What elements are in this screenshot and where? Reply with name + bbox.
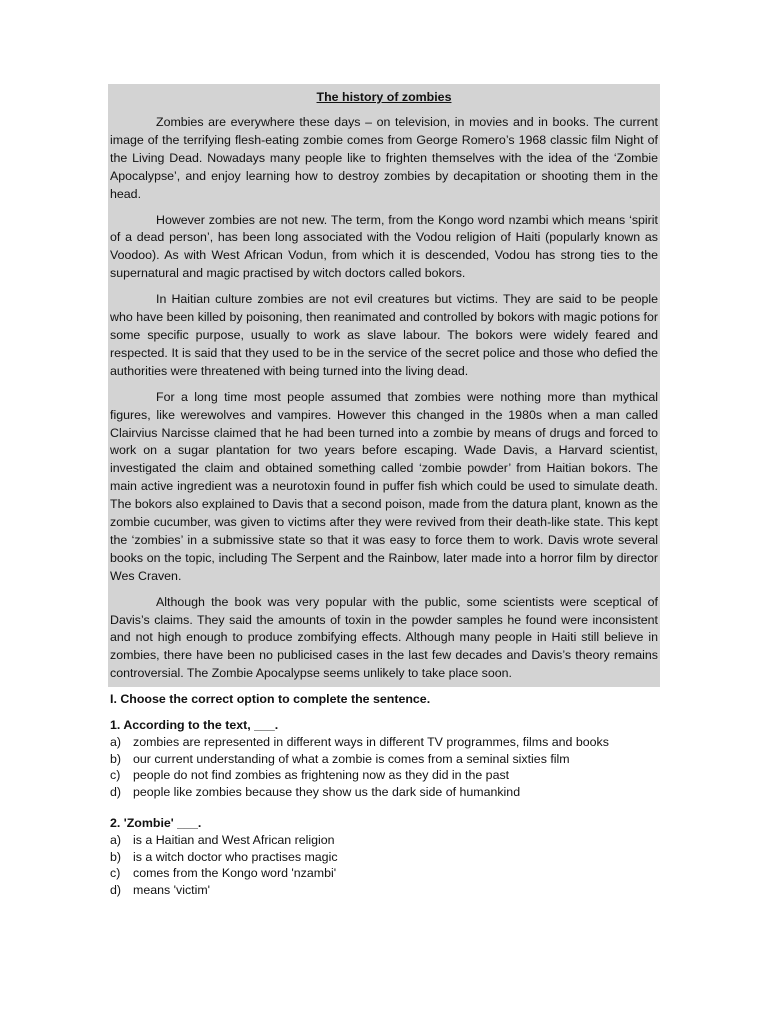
passage-paragraph-2: However zombies are not new. The term, from the Kongo word nzambi which means ‘spirit of a dead person’, has been long associated with the Vodou religion of Haiti (popularly known as Voodoo). As with West African Vodun, from which it is descended, Vodou has strong ties to the supernatural and magic practised by witch doctors called bokors. xyxy=(110,212,658,281)
option-d xyxy=(110,882,660,899)
passage-paragraph-3: In Haitian culture zombies are not evil creatures but victims. They are said to be people who have been killed by poisoning, then reanimated and controlled by bokors with magic potions for some specific purpose, usually to work as slave labour. The bokors were widely feared and respected. It is said that they used to be in the service of the secret police and those who defied the authorities were threatened with being turned into the living dead. xyxy=(110,292,658,378)
option-text: comes from the Kongo word 'nzambi' xyxy=(133,866,337,880)
question-2 xyxy=(110,815,660,898)
option-text: people like zombies because they show us the dark side of humankind xyxy=(133,784,521,799)
passage-title: The history of zombies xyxy=(316,90,452,104)
option-letter: b) xyxy=(110,751,122,766)
question-1 xyxy=(110,717,660,800)
option-d xyxy=(110,784,660,801)
option-letter: a) xyxy=(110,735,122,749)
option-text: is a Haitian and West African religion xyxy=(133,833,335,847)
option-letter: d) xyxy=(110,882,122,897)
option-text: means 'victim' xyxy=(133,882,211,897)
option-b xyxy=(110,751,660,768)
option-b xyxy=(110,849,660,866)
option-a xyxy=(110,734,660,751)
question-stem: 2. 'Zombie' ___. xyxy=(110,816,202,830)
option-letter: c) xyxy=(110,866,121,880)
option-a xyxy=(110,832,660,849)
reading-passage xyxy=(108,84,660,687)
option-text: is a witch doctor who practises magic xyxy=(133,849,338,864)
option-letter: a) xyxy=(110,833,122,847)
option-text: zombies are represented in different ways in different TV programmes, films and books xyxy=(133,735,609,749)
option-letter: b) xyxy=(110,849,122,864)
option-letter: d) xyxy=(110,784,122,799)
passage-paragraph-1: Zombies are everywhere these days – on television, in movies and in books. The current image of the terrifying flesh-eating zombie comes from George Romero’s 1968 classic film Night of the Living Dead. Nowadays many people like to frighten themselves with the idea of the ‘Zombie Apocalypse’, and enjoy learning how to destroy zombies by decapitation or shooting them in the head. xyxy=(110,115,658,201)
passage-paragraph-5: Although the book was very popular with the public, some scientists were sceptical of Davis’s claims. They said the amounts of toxin in the powder samples he found were inconsistent and not high enough to produce zombifying effects. Although many people in Haiti still believe in zombies, there have been no publicised cases in the last few decades and Davis’s theory remains controversial. The Zombie Apocalypse seems unlikely to take place soon. xyxy=(110,594,658,681)
passage-paragraph-4: For a long time most people assumed that zombies were nothing more than mythical figures, like werewolves and vampires. However this changed in the 1980s when a man called Clairvius Narcisse claimed that he had been turned into a zombie by means of drugs and forced to work on a sugar plantation for two years before escaping. Wade Davis, a Harvard scientist, investigated the claim and obtained something called ‘zombie powder’ from Haitian bokors. The main active ingredient was a neurotoxin found in puffer fish which could be used to simulate death. The bokors also explained to Davis that a second poison, made from the datura plant, known as the zombie cucumber, was given to victims after they were revived from their death-like state. This kept the ‘zombies’ in a submissive state so that it was easy to force them to work. Davis wrote several books on the topic, including The Serpent and the Rainbow, later made into a horror film by director Wes Craven. xyxy=(110,389,658,583)
option-c xyxy=(110,767,660,784)
option-letter: c) xyxy=(110,768,121,782)
option-text: people do not find zombies as frightening now as they did in the past xyxy=(133,768,510,782)
option-text: our current understanding of what a zombie is comes from a seminal sixties film xyxy=(133,751,570,766)
exercise-heading: I. Choose the correct option to complete the sentence. xyxy=(110,692,431,706)
option-c xyxy=(110,865,660,882)
question-stem: 1. According to the text, ___. xyxy=(110,718,279,732)
